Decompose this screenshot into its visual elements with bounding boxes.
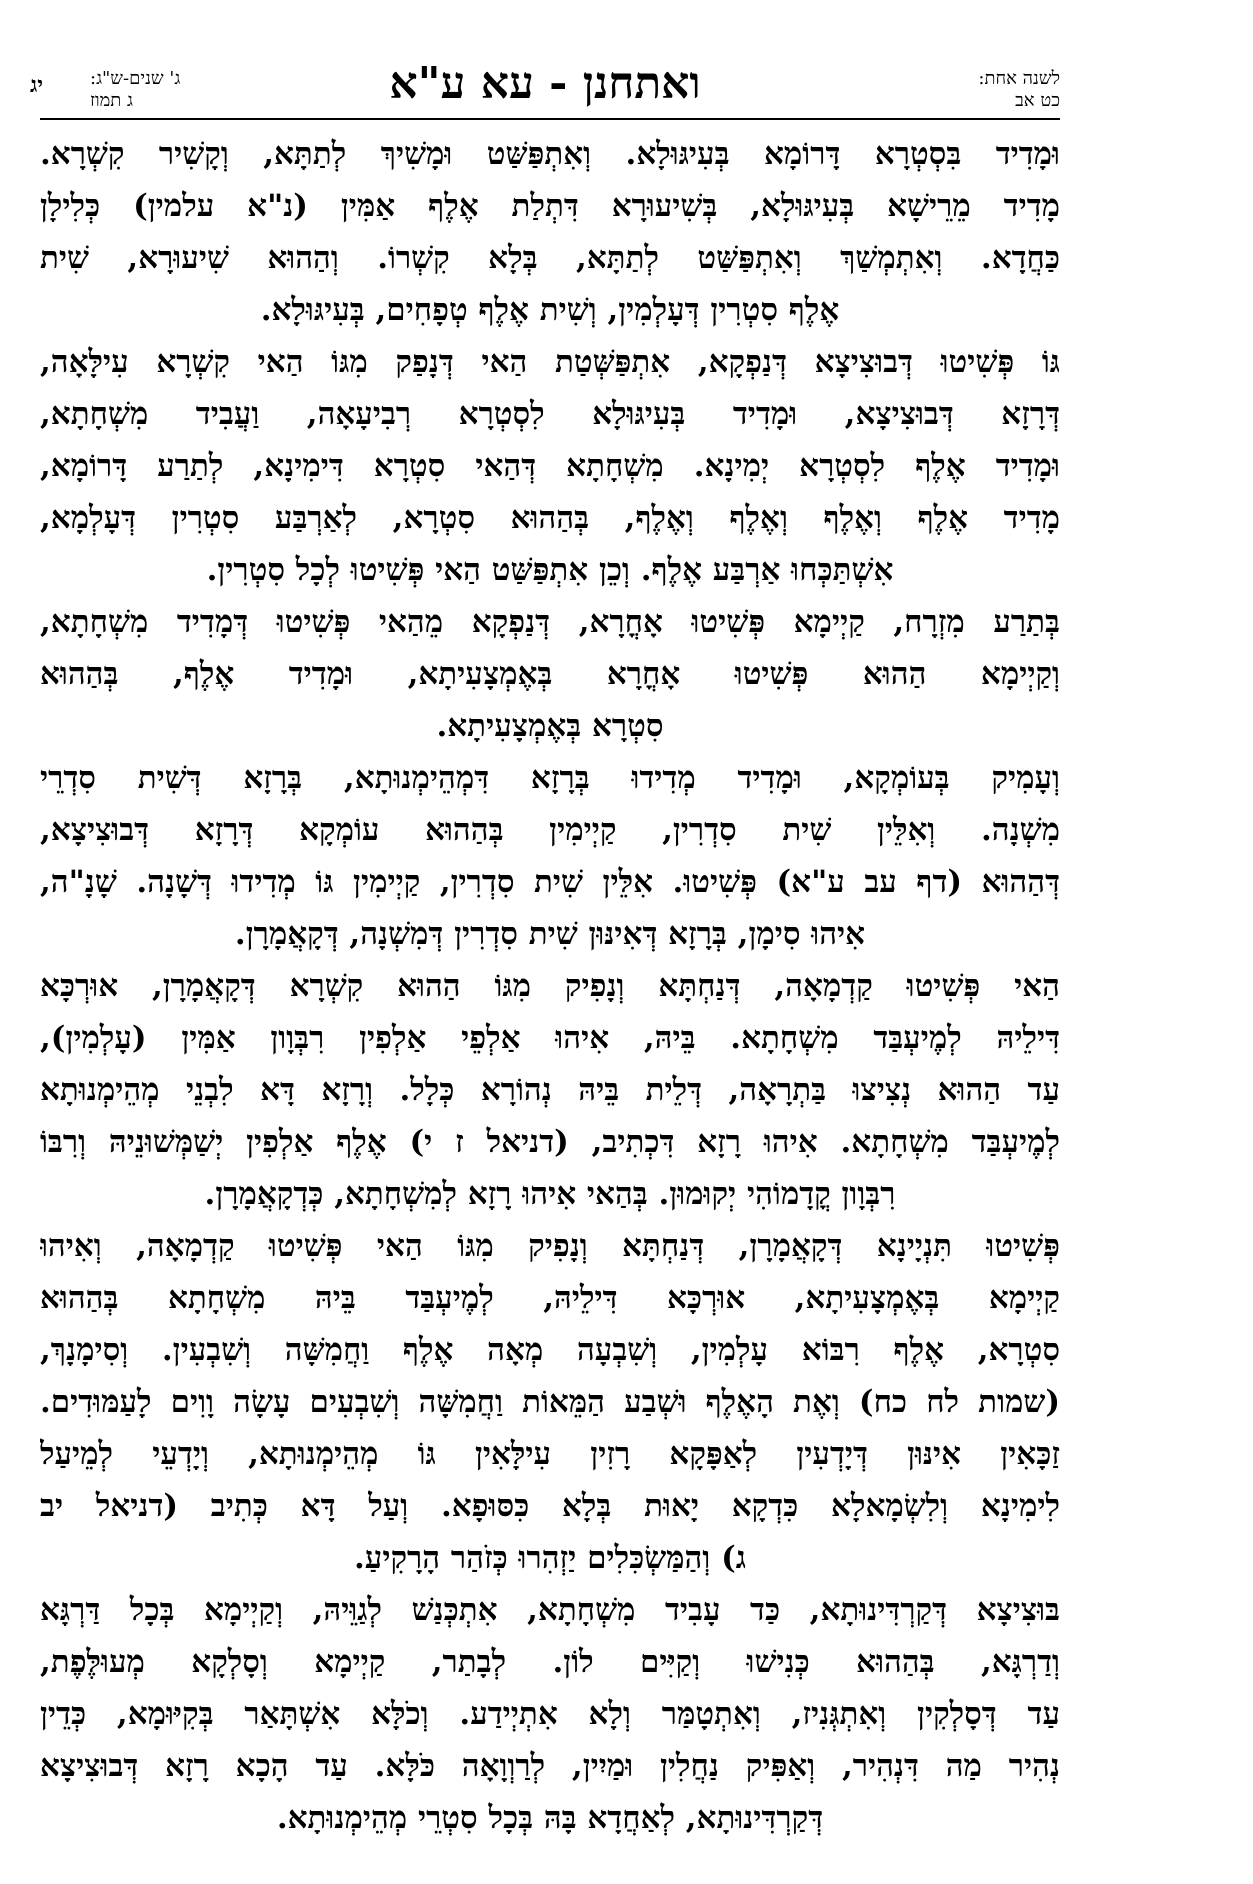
header-left-reading-schedule — [90, 68, 290, 112]
text-line: וּמָדִיד בִּסְטְרָא דָּרוֹמָא בְּעִיגּוּלָא. וְאִתְפַּשַּׁט וּמָשִׁיךְ לְתַתָּא, וְקָשִׁיר קִשְׁרָא. — [40, 136, 1060, 172]
text-line: לִימִינָא וְלִשְׂמָאלָא כִּדְקָא יָאוּת בְּלָא כִּסּוּפָא. וְעַל דָּא כְּתִיב (דניאל יב — [40, 1488, 1060, 1524]
paragraph — [40, 1220, 1060, 1428]
header-one-year-date: כט אב — [1015, 90, 1060, 111]
text-line: (שמות לח כח) וְאֶת הָאֶלֶף וּשְׁבַע הַמֵּאוֹת וַחֲמִשָּׁה וְשִׁבְעִים עָשָׂה וָוִים לָעַמּוּדִים. — [40, 1384, 1060, 1420]
header-three-year-label: ג' שנים-ש"ג: — [90, 68, 181, 89]
paragraph — [40, 752, 1060, 960]
text-line: אִשְׁתַּכְּחוּ אַרְבַּע אֶלֶף. וְכֵן אִתְפַּשַּׁט הַאי פְּשִׁיטוּ לְכָל סִטְרִין. — [206, 552, 894, 588]
text-line: אִיהוּ סִימָן, בְּרָזָא דְּאִינּוּן שִׁית סִדְרִין דְּמִשְׁנָה, דְּקָאֲמָרָן. — [234, 916, 866, 952]
text-line: דְּקַרְדִּינוּתָא, לְאַחֲדָא בָּהּ בְּכָל סִטְרֵי מְהֵימְנוּתָא. — [276, 1800, 824, 1836]
text-line: סִטְרָא, אֶלֶף רִבּוֹא עָלְמִין, וְשִׁבְעָה מְאָה אֶלֶף וַחֲמִשָּׁה וְשִׁבְעִין. וְסִימָנָךְ, — [40, 1332, 1060, 1368]
text-line: דְּהַהוּא (דף עב ע"א) פְּשִׁיטוּ. אִלֵּין שִׁית סִדְרִין, קַיְימִין גּוֹ מְדִידוּ דְּשָׁנָה. שָׁנָ"ה, — [40, 864, 1060, 900]
text-line: זַכָּאִין אִינּוּן דְּיָדְעִין לְאַפָּקָא רָזִין עִילָּאִין גּוֹ מְהֵימְנוּתָא, וְיָדְעֵי לְמֵיעַל — [40, 1436, 1060, 1472]
text-line: בּוּצִיצָא דְּקַרְדִּינוּתָא, כַּד עָבִיד מִשְׁחָתָא, אִתְכְּנַשׁ לְגַוֵּיהּ, וְקַיְימָא בְּכָל דַּרְגָּא — [40, 1592, 1060, 1628]
text-line: וּמָדִיד אֶלֶף לִסְטְרָא יְמִינָא. מִשְׁחָתָא דְּהַאי סִטְרָא דִּימִינָא, לְתַרַע דָּרוֹמָא, — [40, 448, 1060, 484]
text-line: מִשְׁנָה. וְאִלֵּין שִׁית סִדְרִין, קַיְימִין בְּהַהוּא עוֹמְקָא דְּרָזָא דְּבוּצִיצָא, — [40, 812, 1060, 848]
page-header — [30, 50, 1060, 125]
paragraph — [40, 128, 1060, 336]
header-three-year-date: ג תמוז — [90, 90, 133, 111]
text-line: אֶלֶף סִטְרִין דְּעָלְמִין, וְשִׁית אֶלֶף טְפָחִים, בְּעִיגּוּלָא. — [260, 292, 840, 328]
text-line: עַד הַהוּא נְצִיצוּ בַּתְרָאָה, דְּלֵית בֵּיהּ נְהוֹרָא כְּלָל. וְרָזָא דָּא לִבְנֵי מְהֵימְנוּתָא — [40, 1072, 1060, 1108]
text-line: לְמֶיעְבַּד מִשְׁחָתָא. אִיהוּ רָזָא דִּכְתִיב, (דניאל ז י) אֶלֶף אַלְפִין יְשַׁמְּשׁוּנֵיהּ וְרִבּוֹ — [40, 1124, 1060, 1160]
paragraph — [40, 596, 1060, 752]
page-number: יג — [30, 72, 44, 98]
text-line: בְּתַרַע מִזְרָח, קַיְימָא פְּשִׁיטוּ אָחֳרָא, דְּנַפְקָא מֵהַאי פְּשִׁיטוּ דְּמָדִיד מִשְׁחָתָא, — [40, 604, 1060, 640]
paragraph — [40, 960, 1060, 1220]
text-line: וְקַיְימָא הַהוּא פְּשִׁיטוּ אָחֳרָא בְּאֶמְצָעִיתָא, וּמָדִיד אֶלֶף, בְּהַהוּא — [40, 656, 1060, 692]
text-line: נְהִיר מַה דִּנְהִיר, וְאַפִּיק נַחֲלִין וּמַיִין, לְרַוְוָאָה כֹּלָּא. עַד הָכָא רָזָא דְּבוּצִיצָא — [40, 1748, 1060, 1784]
text-line: רִבְּוָון קֳדָמוֹהִי יְקוּמוּן. בְּהַאי אִיהוּ רָזָא לְמִשְׁחָתָא, כְּדְקָאֲמָרָן. — [204, 1176, 896, 1212]
text-line: ג) וְהַמַּשְׂכִּלִים יַזְהִרוּ כְּזֹהַר הָרָקִיעַ. — [353, 1540, 746, 1576]
text-line: וְעָמִיק בְּעוֹמְקָא, וּמָדִיד מְדִידוּ בְּרָזָא דִּמְהֵימְנוּתָא, בְּרָזָא דְּשִׁית סִדְרֵי — [40, 760, 1060, 796]
text-line: קַיְימָא בְּאֶמְצָעִיתָא, אוּרְכָּא דִּילֵיהּ, לְמֶיעְבַּד בֵּיהּ מִשְׁחָתָא בְּהַהוּא — [40, 1280, 1060, 1316]
text-line: וְדַרְגָּא, בְּהַהוּא כְּנִישׁוּ וְקַיִּים לוֹן. לְבָתַר, קַיְימָא וְסָלְקָא מְעוּלֶּפֶת, — [40, 1644, 1060, 1680]
header-divider — [40, 118, 1060, 120]
header-one-year-label: לשנה אחת: — [978, 68, 1060, 89]
text-line: סִטְרָא בְּאֶמְצָעִיתָא. — [436, 708, 664, 744]
text-line: הַאי פְּשִׁיטוּ קַדְמָאָה, דְּנַחְתָּא וְנָפִיק מִגּוֹ הַהוּא קִשְׁרָא דְּקָאֲמָרָן, אוּרְכָּא — [40, 968, 1060, 1004]
paragraph — [40, 336, 1060, 596]
text-line: מָדִיד מֵרֵישָׁא בְּעִיגּוּלָא, בְּשִׁיעוּרָא דִּתְלַת אֶלֶף אַמִּין (נ"א עלמין) כְּלִילָן — [40, 188, 1060, 224]
page-title: ואתחנן - עא ע"א — [389, 58, 701, 109]
text-line: דִּילֵיהּ לְמֶיעְבַּד מִשְׁחָתָא. בֵּיהּ, אִיהוּ אַלְפֵי אַלְפִין רִבְּוָון אַמִּין (עָלְמִין), — [40, 1020, 1060, 1056]
paragraph — [40, 1584, 1060, 1844]
text-line: עַד דְּסָלְקִין וְאִתְגְּנִיז, וְאִתְטָמַּר וְלָא אִתְיְידַע. וְכֹלָּא אִשְׁתָּאַר בְּקִיּוּמָא, כְּדֵין — [40, 1696, 1060, 1732]
main-text — [40, 128, 1060, 1844]
text-line: גּוֹ פְּשִׁיטוּ דְּבוּצִיצָא דְּנַפְקָא, אִתְפַּשְּׁטַת הַאי דְּנָפַק מִגּוֹ הַאי קִשְׁרָא עִילָּאָה, — [40, 344, 1060, 380]
text-line: כַּחֲדָא. וְאִתְמְשַׁךְ וְאִתְפַּשַּׁט לְתַתָּא, בְּלָא קִשְׁרוֹ. וְהַהוּא שִׁיעוּרָא, שִׁית — [40, 240, 1060, 276]
text-line: דְּרָזָא דְּבוּצִיצָא, וּמָדִיד בְּעִיגּוּלָא לִסְטְרָא רְבִיעָאָה, וַעֲבִיד מִשְׁחָתָא, — [40, 396, 1060, 432]
text-line: פְּשִׁיטוּ תִּנְיָינָא דְּקָאֲמָרָן, דְּנַחְתָּא וְנָפִיק מִגּוֹ הַאי פְּשִׁיטוּ קַדְמָאָה, וְאִיהוּ — [40, 1228, 1060, 1264]
text-line: מָדִיד אֶלֶף וְאֶלֶף וְאֶלֶף וְאֶלֶף, בְּהַהוּא סִטְרָא, לְאַרְבַּע סִטְרִין דְּעָלְמָא, — [40, 500, 1060, 536]
paragraph — [40, 1428, 1060, 1584]
